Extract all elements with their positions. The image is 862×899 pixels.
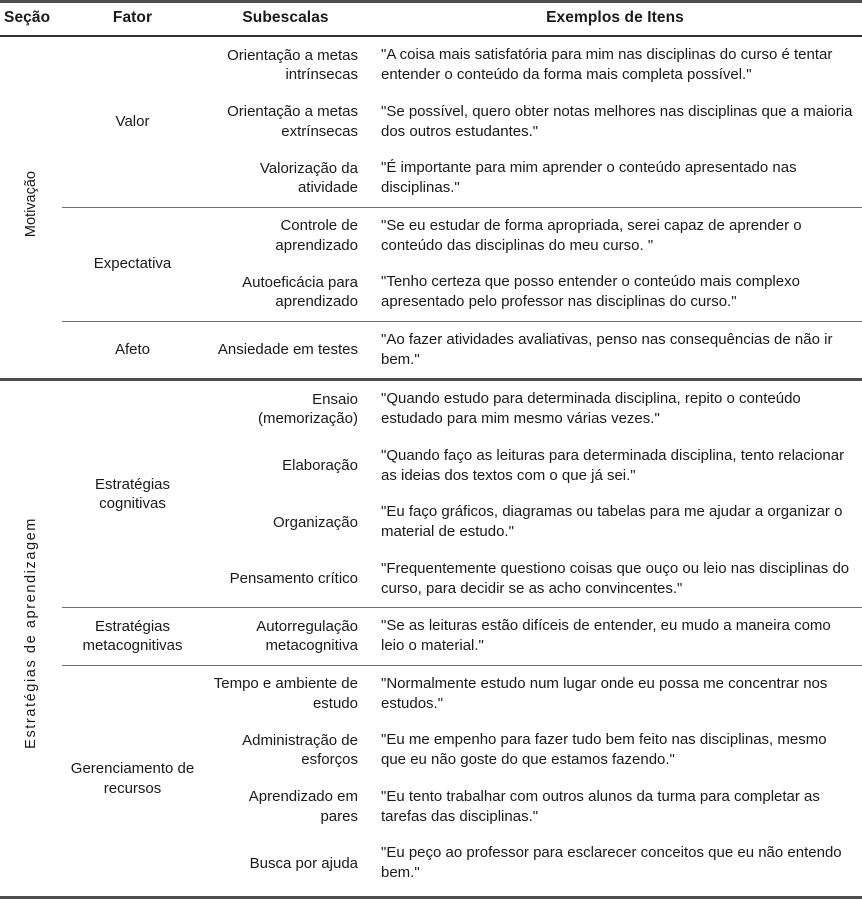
subscale-label: Controle de aprendizado [275, 217, 358, 254]
subscale-group-cell [203, 321, 862, 378]
subscale-group-cell [203, 608, 862, 666]
subscale-group-cell [203, 665, 862, 892]
subscale-label: Ansiedade em testes [217, 341, 358, 358]
example-item-text: "Tenho certeza que posso entender o conteúdo mais complexo apresentado pelo professor nas disciplinas do curso." [381, 273, 800, 311]
subscale-table [203, 608, 862, 665]
subscale-label: Orientação a metas extrínsecas [227, 103, 358, 140]
table-row [203, 438, 862, 495]
subscale-label: Administração de esforços [242, 731, 358, 769]
section-label-cell [0, 36, 62, 380]
example-item-text: "Se eu estudar de forma apropriada, serei capaz de aprender o conteúdo das disciplinas do meu curso. " [381, 216, 802, 254]
subscale-group-cell [203, 37, 862, 207]
factor-label: Expectativa [62, 207, 203, 321]
factor-label: Estratégias cognitivas [62, 381, 203, 608]
table-row [203, 322, 862, 379]
header-row [0, 0, 862, 36]
example-item-text: "Quando estudo para determinada disciplina, repito o conteúdo estudado para mim mesmo várias vezes." [381, 390, 801, 428]
table-row [203, 835, 862, 892]
factor-row [62, 321, 862, 378]
table-row [203, 666, 862, 723]
table-row [203, 381, 862, 438]
section-row [0, 380, 862, 892]
column-header-subscale: Subescalas [203, 0, 368, 36]
subscale-label: Ensaio (memorização) [257, 390, 358, 428]
example-item-text: "Ao fazer atividades avaliativas, penso nas consequências de não ir bem." [381, 330, 833, 368]
table-row [203, 37, 862, 94]
table-row [203, 264, 862, 321]
section-row [0, 36, 862, 380]
factor-label: Afeto [114, 341, 151, 358]
table-row [203, 722, 862, 779]
factor-group-table [62, 37, 862, 378]
table-row [203, 150, 862, 207]
subscale-label: Valorização da atividade [259, 159, 358, 197]
table-row [203, 94, 862, 151]
factor-row [62, 665, 862, 892]
section-label-cell [0, 380, 62, 892]
example-item-text: "Se possível, quero obter notas melhores nas disciplinas que a maioria dos outros estudantes." [381, 102, 853, 140]
subscale-label: Tempo e ambiente de estudo [213, 675, 358, 712]
example-item-text: "Se as leituras estão difíceis de entender, eu mudo a maneira como leio o material." [381, 617, 831, 655]
example-item-text: "Eu peço ao professor para esclarecer conceitos que eu não entendo bem." [381, 844, 842, 882]
subscale-table [203, 37, 862, 207]
subscale-label: Autoeficácia para aprendizado [242, 273, 358, 311]
example-item-text: "É importante para mim aprender o conteúdo apresentado nas disciplinas." [381, 159, 797, 197]
table-row [203, 551, 862, 608]
subscale-label: Organização [272, 513, 358, 531]
example-item-text: "Quando faço as leituras para determinada disciplina, tento relacionar as ideias dos textos com o que já sei." [381, 446, 845, 484]
subscale-table [203, 322, 862, 379]
example-item-text: "Eu tento trabalhar com outros alunos da turma para completar as tarefas das disciplinas." [381, 787, 820, 825]
table-head [0, 0, 862, 36]
factor-row [62, 608, 862, 666]
column-header-example: Exemplos de Itens [368, 0, 862, 36]
section-content-cell [62, 36, 862, 380]
subscale-label: Busca por ajuda [249, 854, 358, 872]
factor-row [62, 381, 862, 608]
example-item-text: "A coisa mais satisfatória para mim nas disciplinas do curso é tentar entender o conteúdo da forma mais completa possível." [381, 46, 833, 84]
table-body [0, 36, 862, 892]
table-row [203, 779, 862, 836]
top-rule [0, 0, 862, 3]
subscale-label: Aprendizado em pares [248, 788, 358, 825]
column-header-factor: Fator [62, 0, 203, 36]
subscale-table [203, 208, 862, 321]
subscale-group-cell [203, 207, 862, 321]
factor-label: Estratégias metacognitivas [62, 608, 203, 666]
table-row [203, 494, 862, 551]
subscale-table [203, 381, 862, 607]
factor-group-table [62, 381, 862, 892]
table-row [203, 208, 862, 265]
subscale-group-cell [203, 381, 862, 608]
section-content-cell [62, 380, 862, 892]
example-item-text: "Eu me empenho para fazer tudo bem feito nas disciplinas, mesmo que eu não goste do que estamos fazendo." [381, 731, 827, 769]
section-label: Estratégias de aprendizagem [22, 517, 39, 750]
subscale-label: Autorregulação metacognitiva [256, 617, 358, 655]
factor-row [62, 37, 862, 207]
column-header-section: Seção [0, 0, 62, 36]
table-row [203, 608, 862, 665]
section-label: Motivação [22, 171, 39, 238]
subscale-table [203, 666, 862, 892]
example-item-text: "Frequentemente questiono coisas que ouço ou leio nas disciplinas do curso, para decidir se as acho convincentes." [381, 559, 850, 597]
example-item-text: "Eu faço gráficos, diagramas ou tabelas para me ajudar a organizar o material de estudo." [381, 503, 843, 541]
factor-row [62, 207, 862, 321]
subscale-label: Pensamento crítico [229, 570, 358, 587]
example-item-text: "Normalmente estudo num lugar onde eu possa me concentrar nos estudos." [381, 674, 828, 712]
subscale-label: Orientação a metas intrínsecas [227, 46, 358, 84]
subscale-label: Elaboração [282, 457, 358, 474]
factor-label: Gerenciamento de recursos [70, 760, 195, 797]
factor-label: Valor [62, 37, 203, 207]
